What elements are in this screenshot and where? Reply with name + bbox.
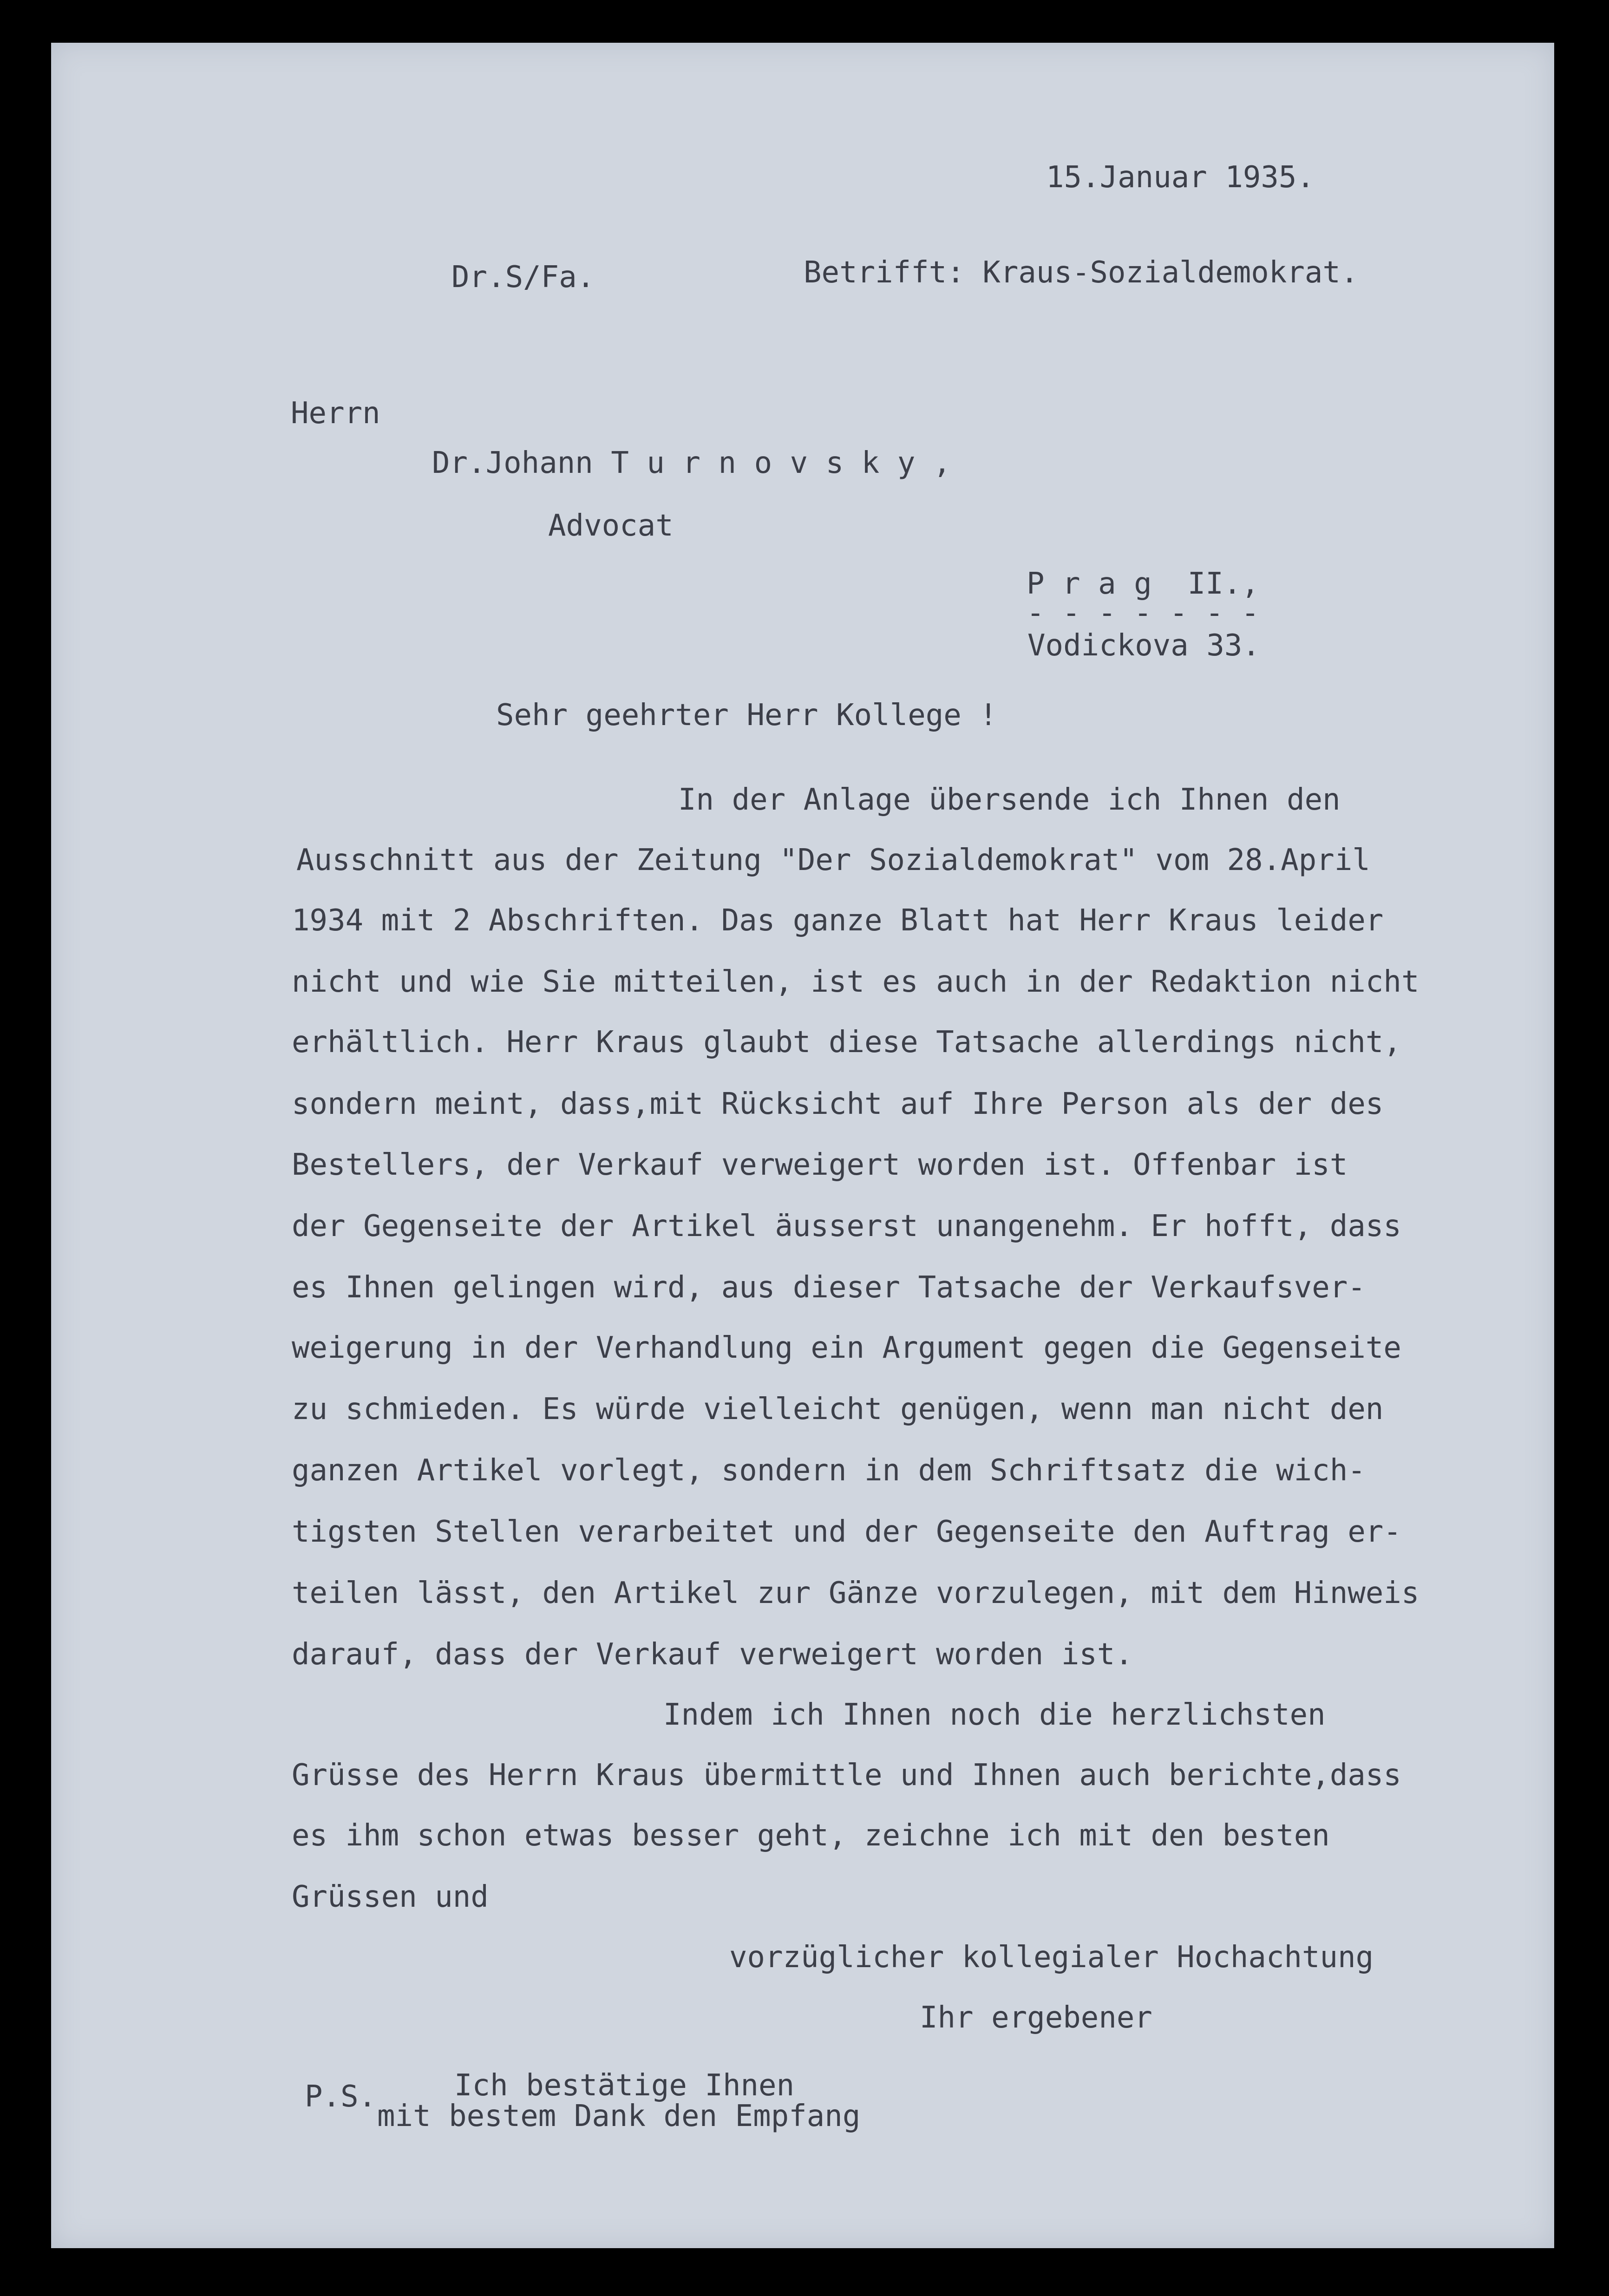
body-line: zu schmieden. Es würde vielleicht genügen, wenn man nicht den [292,1392,1384,1426]
closing-line: es ihm schon etwas besser geht, zeichne ich mit den besten [292,1818,1330,1853]
body-line: ganzen Artikel vorlegt, sondern in dem Schriftsatz die wich- [292,1453,1366,1488]
regards-line: vorzüglicher kollegialer Hochachtung [729,1940,1374,1975]
body-line: teilen lässt, den Artikel zur Gänze vorzulegen, mit dem Hinweis [292,1576,1419,1610]
body-line: erhältlich. Herr Kraus glaubt diese Tatsache allerdings nicht, [292,1025,1401,1060]
letter-page [51,43,1554,2248]
postscript-line: mit bestem Dank den Empfang [377,2099,861,2133]
signature-line: Ihr ergebener [920,2001,1152,2035]
subject-line: Betrifft: Kraus-Sozialdemokrat. [804,255,1359,290]
recipient-title: Advocat [548,509,674,543]
recipient-name: Dr.Johann T u r n o v s k y , [432,446,951,480]
body-line: der Gegenseite der Artikel äusserst unangenehm. Er hofft, dass [292,1209,1401,1243]
postscript-label: P.S. [305,2080,377,2114]
closing-line: Indem ich Ihnen noch die herzlichsten [663,1698,1326,1732]
postscript-line: Ich bestätige Ihnen [454,2068,795,2103]
recipient-city: P r a g II., [1027,567,1259,601]
body-line: In der Anlage übersende ich Ihnen den [678,783,1341,817]
body-line: tigsten Stellen verarbeitet und der Gegenseite den Auftrag er- [292,1515,1401,1549]
closing-line: Grüssen und [292,1880,489,1914]
reference-code: Dr.S/Fa. [451,260,595,294]
body-line: 1934 mit 2 Abschriften. Das ganze Blatt hat Herr Kraus leider [292,903,1384,938]
body-line: es Ihnen gelingen wird, aus dieser Tatsache der Verkaufsver- [292,1270,1366,1305]
closing-line: Grüsse des Herrn Kraus übermittle und Ihnen auch berichte,dass [292,1758,1401,1792]
recipient-street: Vodickova 33. [1027,628,1260,663]
body-line: darauf, dass der Verkauf verweigert worden ist. [292,1637,1133,1672]
body-line: Bestellers, der Verkauf verweigert worden ist. Offenbar ist [292,1148,1348,1182]
body-line: Ausschnitt aus der Zeitung "Der Sozialdemokrat" vom 28.April [296,843,1370,877]
recipient-city-underline: - - - - - - - [1027,596,1259,630]
body-line: nicht und wie Sie mitteilen, ist es auch in der Redaktion nicht [292,965,1419,999]
letter-date: 15.Januar 1935. [1046,160,1315,195]
body-line: sondern meint, dass,mit Rücksicht auf Ihre Person als der des [292,1087,1384,1121]
body-line: weigerung in der Verhandlung ein Argument gegen die Gegenseite [292,1331,1401,1365]
greeting: Sehr geehrter Herr Kollege ! [496,698,997,733]
recipient-salutation: Herrn [291,396,380,431]
